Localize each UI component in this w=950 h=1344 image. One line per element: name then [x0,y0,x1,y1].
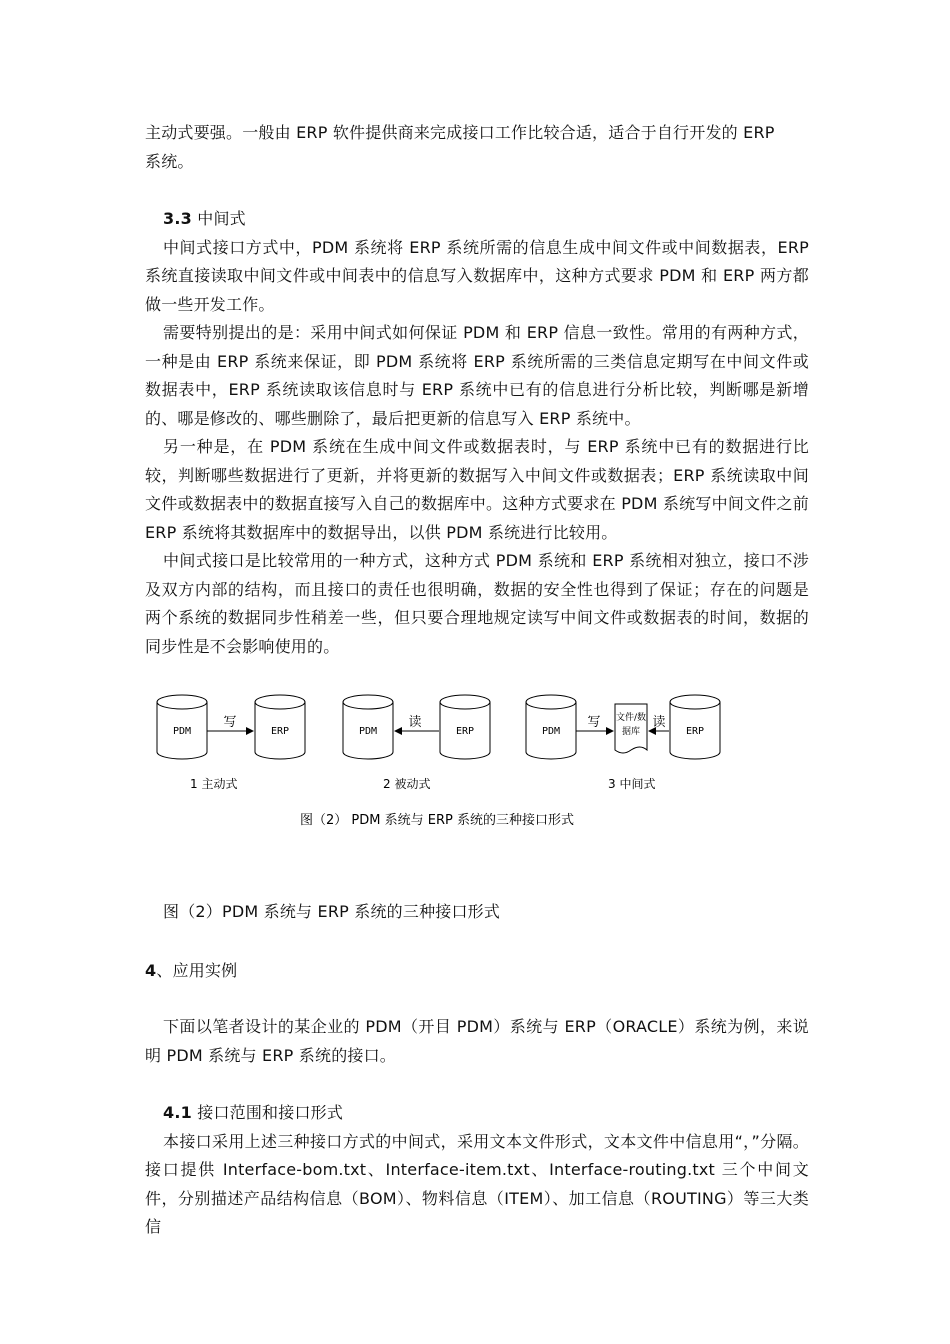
section-title: 、应用实例 [156,961,238,980]
section-heading [145,205,809,234]
pdm-label: PDM [358,726,378,737]
cylinder-erp-3 [670,695,720,759]
pdm-label: PDM [541,726,561,737]
intro-paragraph-block [145,1013,809,1070]
section-heading [145,957,809,986]
paragraph-4: 中间式接口是比较常用的一种方式，这种方式 PDM 系统和 ERP 系统相对独立，接口不涉及双方内部的结构，而且接口的责任也很明确，数据的安全性也得到了保证；存在的问题是两个系统的数据同步性稍差一些，但只要合理地规定读写中间文件或数据表的时间，数据的同步性是不会影响使用的。 [145,551,809,656]
section-title: 接口范围和接口形式 [197,1103,344,1122]
mode-label-1: 1 主动式 [190,777,238,791]
erp-label: ERP [685,726,705,737]
section-number: 4.1 [163,1103,192,1122]
pdm-label: PDM [172,726,192,737]
section-4-1 [145,1099,809,1242]
cylinder-pdm-1 [157,695,207,759]
paragraph-6: 本接口采用上述三种接口方式的中间式，采用文本文件形式，文本文件中信息用“，”分隔。接口提供 Interface-bom.txt、Interface-item.txt、Interface-routing.txt 三个中间文件，分别描述产品结构信息（BOM）、物料信息（ITEM）、加工信息（ROUTING）等三大类信 [145,1131,809,1236]
figure-caption: 图（2）PDM 系统与 ERP 系统的三种接口形式 [163,902,501,921]
figure-inner-caption: 图（2） PDM 系统与 ERP 系统的三种接口形式 [300,813,574,828]
paragraph-1: 中间式接口方式中，PDM 系统将 ERP 系统所需的信息生成中间文件或中间数据表，ERP 系统直接读取中间文件或中间表中的信息写入数据库中，这种方式要求 PDM 和 ERP 两方都做一些开发工作。 [145,237,809,314]
mode-label-3: 3 中间式 [608,777,656,791]
paragraph-3: 另一种是，在 PDM 系统在生成中间文件或数据表时，与 ERP 系统中已有的数据进行比较，判断哪些数据进行了更新，并将更新的数据写入中间文件或数据表；ERP 系统读取中间文件或数据表中的数据直接写入自己的数据库中。这种方式要求在 PDM 系统写中间文件之前 ERP 系统将其数据库中的数据导出，以供 PDM 系统进行比较用。 [145,437,809,542]
interface-diagram [150,686,728,836]
write-label: 写 [223,715,237,730]
mode-label-2: 2 被动式 [383,777,431,791]
section-title: 中间式 [197,209,246,228]
section-3-3 [145,205,809,661]
erp-label: ERP [455,726,475,737]
cylinder-erp-1 [255,695,305,759]
section-number: 4 [145,961,157,980]
file-database-icon [615,704,647,753]
read-label: 读 [652,715,666,730]
erp-label: ERP [270,726,290,737]
section-heading [145,1099,809,1128]
read-label: 读 [408,715,422,730]
text-line: 主动式要强。一般由 ERP 软件提供商来完成接口工作比较合适，适合于自行开发的 ERP [145,123,775,142]
file-label: 文件/数 [615,713,647,723]
section-number: 3.3 [163,209,192,228]
diagram-svg [150,686,728,836]
continued-paragraph [145,119,809,176]
file-label-2: 据库 [621,727,641,737]
figure-caption-block [145,898,809,927]
cylinder-erp-2 [440,695,490,759]
paragraph-5: 下面以笔者设计的某企业的 PDM（开目 PDM）系统与 ERP（ORACLE）系统为例，来说明 PDM 系统与 ERP 系统的接口。 [145,1017,809,1065]
write-label: 写 [587,715,601,730]
cylinder-pdm-3 [526,695,576,759]
text-line: 系统。 [145,151,194,171]
cylinder-pdm-2 [343,695,393,759]
paragraph-2: 需要特别提出的是：采用中间式如何保证 PDM 和 ERP 信息一致性。常用的有两种方式，一种是由 ERP 系统来保证，即 PDM 系统将 ERP 系统所需的三类信息定期写在中间文件或数据表中，ERP 系统读取该信息时与 ERP 系统中已有的信息进行分析比较，判断哪是新增的、哪是修改的、哪些删除了，最后把更新的信息写入 ERP 系统中。 [145,323,809,428]
section-4 [145,957,809,986]
